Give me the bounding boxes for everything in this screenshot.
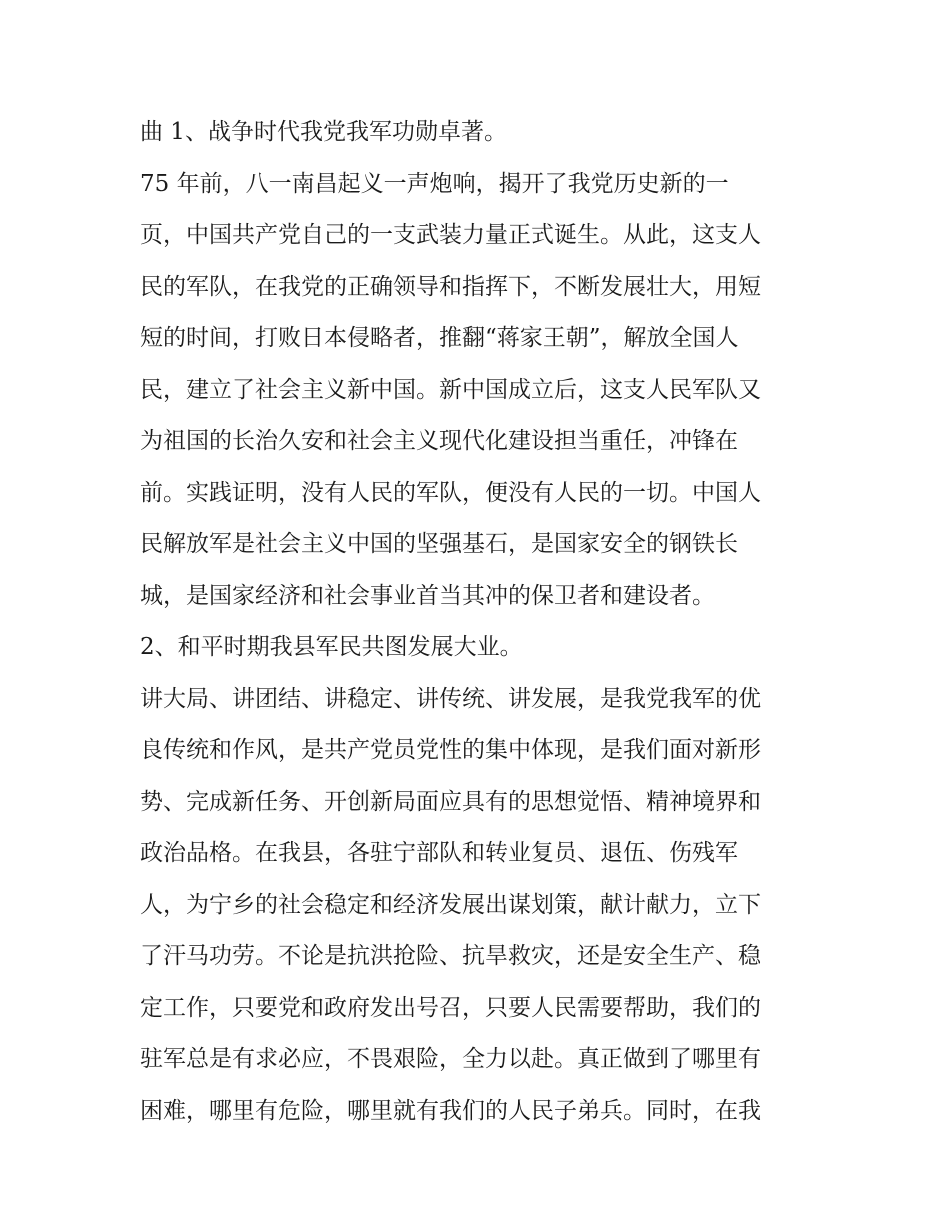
paragraph-line: 势、完成新任务、开创新局面应具有的思想觉悟、精神境界和 bbox=[140, 788, 761, 815]
paragraph-line: 短的时间，打败日本侵略者，推翻“蒋家王朝”，解放全国人 bbox=[140, 325, 739, 351]
paragraph-line: 页，中国共产党自己的一支武装力量正式诞生。从此，这支人 bbox=[140, 222, 761, 248]
paragraph-line: 讲大局、讲团结、讲稳定、讲传统、讲发展，是我党我军的优 bbox=[140, 685, 761, 712]
paragraph-line: 民解放军是社会主义中国的坚强基石，是国家安全的钢铁长 bbox=[140, 531, 738, 557]
paragraph-line: 驻军总是有求必应，不畏艰险，全力以赴。真正做到了哪里有 bbox=[140, 1046, 761, 1072]
paragraph-line: 了汗马功劳。不论是抗洪抢险、抗旱救灾，还是安全生产、稳 bbox=[140, 943, 761, 969]
paragraph-line: 75 年前，八一南昌起义一声炮响，揭开了我党历史新的一 bbox=[140, 170, 729, 197]
paragraph-line: 民，建立了社会主义新中国。新中国成立后，这支人民军队又 bbox=[140, 376, 761, 403]
document-body bbox=[140, 107, 820, 1137]
heading-section-1: 曲 1、战争时代我党我军功勋卓著。 bbox=[140, 119, 507, 145]
paragraph-line: 困难，哪里有危险，哪里就有我们的人民子弟兵。同时，在我 bbox=[140, 1097, 761, 1124]
paragraph-line: 民的军队，在我党的正确领导和指挥下，不断发展壮大，用短 bbox=[140, 273, 761, 300]
paragraph-line: 定工作，只要党和政府发出号召，只要人民需要帮助，我们的 bbox=[140, 994, 761, 1021]
paragraph-line: 政治品格。在我县，各驻宁部队和转业复员、退伍、伤残军 bbox=[140, 840, 738, 866]
paragraph-line: 前。实践证明，没有人民的军队，便没有人民的一切。中国人 bbox=[140, 479, 761, 506]
paragraph-line: 良传统和作风，是共产党员党性的集中体现，是我们面对新形 bbox=[140, 737, 761, 763]
paragraph-line: 城，是国家经济和社会事业首当其冲的保卫者和建设者。 bbox=[140, 582, 715, 609]
paragraph-line: 人，为宁乡的社会稳定和经济发展出谋划策，献计献力，立下 bbox=[140, 891, 761, 918]
paragraph-line: 为祖国的长治久安和社会主义现代化建设担当重任，冲锋在 bbox=[140, 428, 738, 454]
heading-section-2: 2、和平时期我县军民共图发展大业。 bbox=[140, 634, 523, 660]
